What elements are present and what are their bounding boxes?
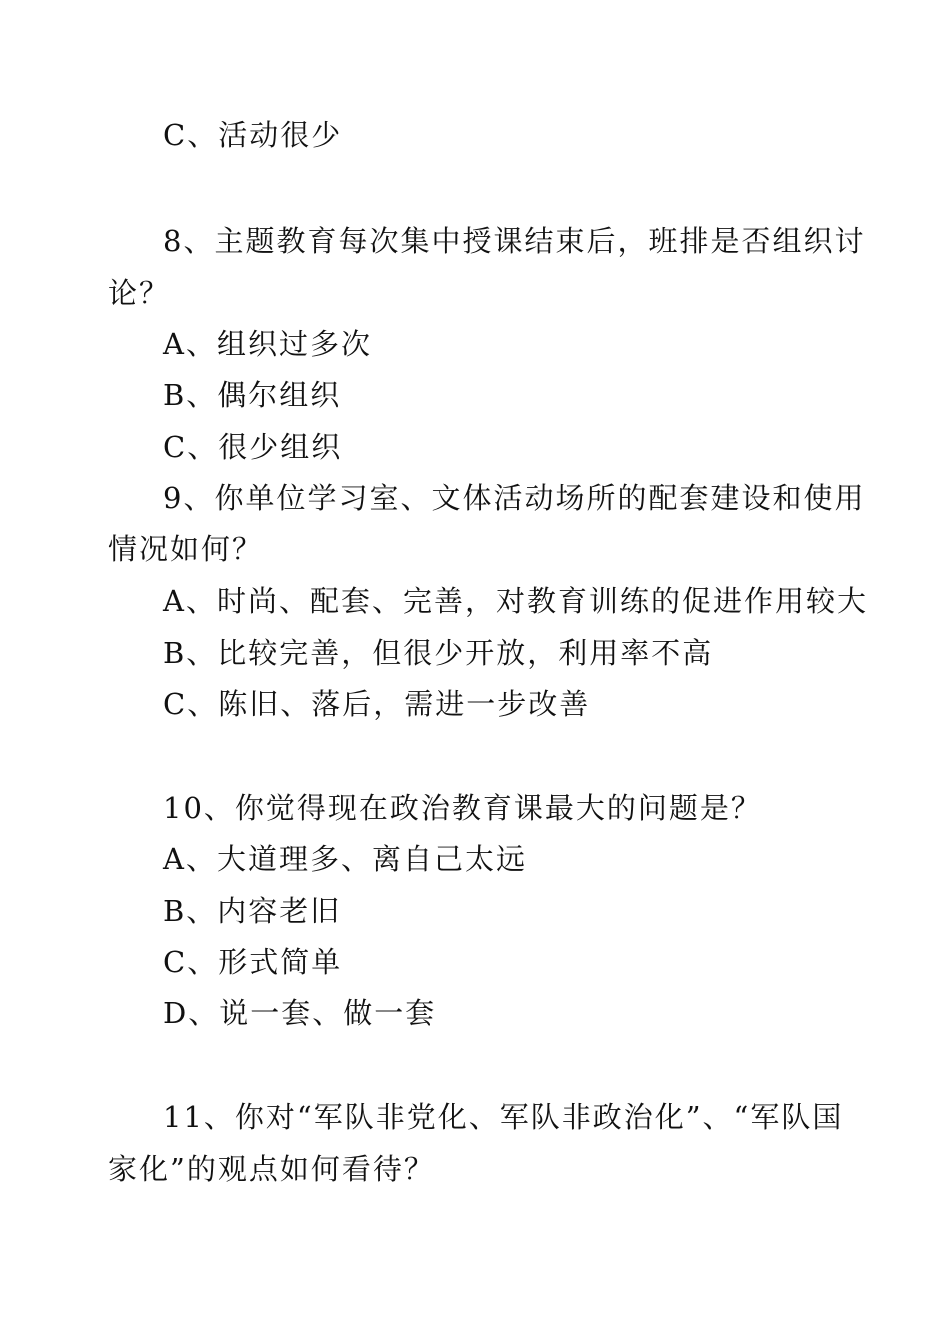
q9-option-c: C、陈旧、落后，需进一步改善 [163,687,591,721]
q9-question-line-1: 9、你单位学习室、文体活动场所的配套建设和使用 [163,481,866,515]
q8-option-c: C、很少组织 [163,430,343,464]
q10-option-d: D、说一套、做一套 [163,996,437,1030]
q7-option-c: C、活动很少 [163,118,343,152]
q9-question-line-2: 情况如何？ [108,532,264,566]
q10-option-b: B、内容老旧 [163,894,342,928]
q10-option-a: A、大道理多、离自己太远 [163,842,527,876]
q8-option-a: A、组织过多次 [163,327,372,361]
q8-option-b: B、偶尔组织 [163,378,342,412]
q11-question-line-1: 11、你对“军队非党化、军队非政治化”、“军队国 [163,1100,844,1134]
q10-question: 10、你觉得现在政治教育课最大的问题是？ [163,791,762,825]
q9-option-a: A、时尚、配套、完善，对教育训练的促进作用较大 [163,584,868,618]
q8-question-line-2: 论？ [108,276,171,310]
q10-option-c: C、形式简单 [163,945,343,979]
q8-question-line-1: 8、主题教育每次集中授课结束后，班排是否组织讨 [163,224,866,258]
q11-question-line-2: 家化”的观点如何看待？ [108,1152,435,1186]
q9-option-b: B、比较完善，但很少开放，利用率不高 [163,636,714,670]
